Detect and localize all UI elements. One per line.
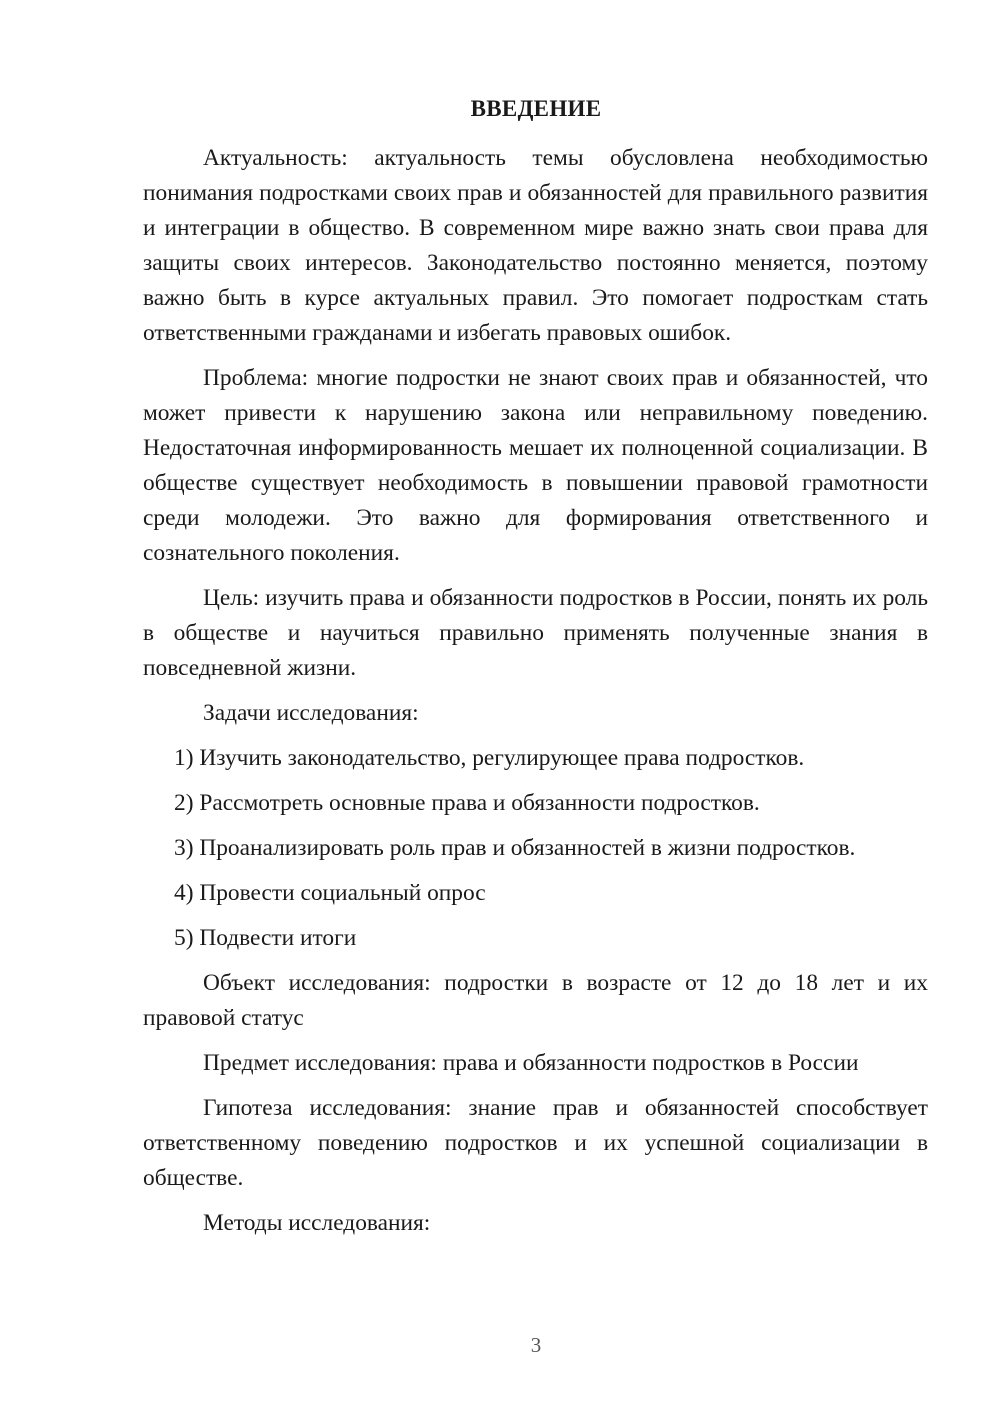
list-item: 5) Подвести итоги [174,925,357,951]
list-item: 1) Изучить законодательство, регулирующее права подростков. [174,745,805,771]
list-item: 2) Рассмотреть основные права и обязанности подростков. [174,790,760,816]
tasks-list [143,741,928,956]
goal-paragraph: Цель: изучить права и обязанности подростков в России, понять их роль в обществе и научиться правильно применять полученные знания в повседневной жизни. [143,585,928,681]
page-number: 3 [530,1333,542,1357]
hypothesis-paragraph: Гипотеза исследования: знание прав и обязанностей способствует ответственному поведению подростков и их успешной социализации в обществе. [143,1095,928,1191]
problem-paragraph: Проблема: многие подростки не знают своих прав и обязанностей, что может привести к нарушению закона или неправильному поведению. Недостаточная информированность мешает их полноценной социализации. В обществе существует необходимость в повышении правовой грамотности среди молодежи. Это важно для формирования ответственного и сознательного поколения. [143,365,928,566]
list-item: 3) Проанализировать роль прав и обязанностей в жизни подростков. [174,835,856,861]
relevance-paragraph: Актуальность: актуальность темы обусловлена необходимостью понимания подростками своих прав и обязанностей для правильного развития и интеграции в общество. В современном мире важно знать свои права для защиты своих интересов. Законодательство постоянно меняется, поэтому важно быть в курсе актуальных правил. Это помогает подросткам стать ответственными гражданами и избегать правовых ошибок. [143,145,928,346]
methods-title: Методы исследования: [203,1210,431,1236]
subject-paragraph: Предмет исследования: права и обязанности подростков в России [203,1050,859,1076]
document-body [143,141,928,1251]
tasks-title: Задачи исследования: [203,700,419,726]
page-title: ВВЕДЕНИЕ [470,96,602,121]
list-item: 4) Провести социальный опрос [174,880,486,906]
object-paragraph: Объект исследования: подростки в возрасте от 12 до 18 лет и их правовой статус [143,970,928,1031]
